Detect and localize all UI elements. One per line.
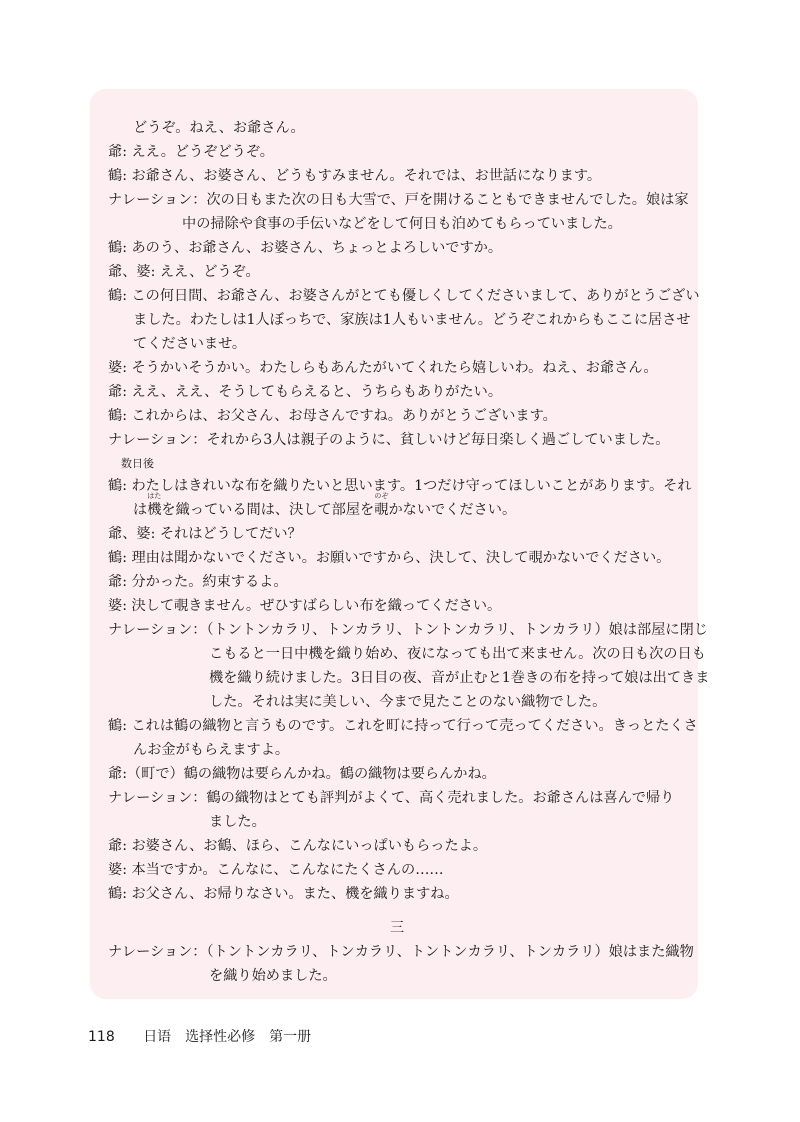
script-line: 爺: お婆さん、お鶴、ほら、こんなにいっぱいもらったよ。 bbox=[108, 838, 488, 854]
page-number: 118 bbox=[88, 1029, 115, 1045]
scene-heading: 三 bbox=[390, 920, 405, 936]
script-line: 婆: そうかいそうかい。わたしらもあんたがいてくれたら嬉しいわ。ねえ、お爺さん。 bbox=[108, 360, 658, 376]
script-line: 爺、婆: それはどうしてだい？ bbox=[108, 526, 302, 542]
script-line: 鶴: 理由は聞かないでください。お願いですから、決して、決して覗かないでください。 bbox=[108, 550, 671, 566]
ruby-word: 機 はた bbox=[147, 492, 162, 518]
script-line: 鶴: これは鶴の織物と言うものです。これを町に持って行って売ってください。きっとたくさ bbox=[108, 718, 698, 734]
script-line: 鶴: この何日間、お爺さん、お婆さんがとても優しくしてくださいまして、ありがとうござい bbox=[108, 288, 700, 304]
script-line: 爺: 分かった。約束するよ。 bbox=[108, 574, 288, 590]
script-line: ナレーション：次の日もまた次の日も大雪で、戸を開けることもできませんでした。娘は家 bbox=[108, 192, 689, 208]
ruby-text: はた bbox=[147, 492, 162, 500]
script-line: 鶴: これからは、お父さん、お母さんですね。ありがとうございます。 bbox=[108, 408, 557, 424]
script-line: どうぞ。ねえ、お爺さん。 bbox=[133, 120, 305, 136]
script-line: ナレーション：（トントンカラリ、トンカラリ、トントンカラリ、トンカラリ）娘は部屋に閉じ bbox=[108, 622, 708, 638]
script-line: 鶴: わたしはきれいな布を織りたいと思います。1つだけ守ってほしいことがあります。それ bbox=[108, 478, 692, 494]
script-line: 婆: 決して覗きません。ぜひすばらしい布を織ってください。 bbox=[108, 598, 502, 614]
script-line: した。それは実に美しい、今まで見たことのない織物でした。 bbox=[209, 694, 607, 710]
ruby-word: 覗 のぞ bbox=[374, 492, 389, 518]
script-line: 爺:（町で）鶴の織物は要らんかね。鶴の織物は要らんかね。 bbox=[108, 766, 496, 782]
script-line: 鶴: お父さん、お帰りなさい。また、機を織りますね。 bbox=[108, 886, 459, 902]
script-line: 爺: ええ、ええ、そうしてもらえると、うちらもありがたい。 bbox=[108, 384, 503, 400]
script-line: てくださいませ。 bbox=[133, 336, 247, 352]
book-title: 日语 选择性必修 第一册 bbox=[143, 1029, 312, 1045]
script-line: 機を織り続けました。3日目の夜、音が止むと1巻きの布を持って娘は出てきま bbox=[209, 670, 710, 686]
stage-direction: 数日後 bbox=[121, 457, 154, 470]
script-line: 婆: 本当ですか。こんなに、こんなにたくさんの…… bbox=[108, 862, 444, 878]
script-line: 鶴: あのう、お爺さん、お婆さん、ちょっとよろしいですか。 bbox=[108, 240, 503, 256]
script-line: は機 はた を織っている間は、決して部屋を覗 のぞ かないでください。 bbox=[133, 492, 517, 518]
script-line: を織り始めました。 bbox=[209, 968, 337, 984]
script-line: ナレーション：鶴の織物はとても評判がよくて、高く売れました。お爺さんは喜んで帰り bbox=[108, 790, 675, 806]
script-line: 鶴: お爺さん、お婆さん、どうもすみません。それでは、お世話になります。 bbox=[108, 168, 602, 184]
script-line: ナレーション：それから3人は親子のように、貧しいけど毎日楽しく過ごしていました。 bbox=[108, 432, 670, 448]
script-line: ました。わたしは1人ぼっちで、家族は1人もいません。どうぞこれからもここに居させ bbox=[133, 312, 691, 328]
script-line: ました。 bbox=[209, 814, 266, 830]
ruby-text: のぞ bbox=[374, 492, 389, 500]
script-line: 中の掃除や食事の手伝いなどをして何日も泊めてもらっていました。 bbox=[182, 216, 622, 232]
page-footer bbox=[88, 1028, 311, 1046]
script-line: こもると一日中機を織り始め、夜になっても出て来ません。次の日も次の日も bbox=[209, 646, 706, 662]
script-line: 爺: ええ。どうぞどうぞ。 bbox=[108, 144, 274, 160]
script-line: んお金がもらえますよ。 bbox=[133, 742, 290, 758]
script-line: ナレーション：（トントンカラリ、トンカラリ、トントンカラリ、トンカラリ）娘はまた織物 bbox=[108, 944, 694, 960]
script-line: 爺、婆: ええ、どうぞ。 bbox=[108, 264, 260, 280]
